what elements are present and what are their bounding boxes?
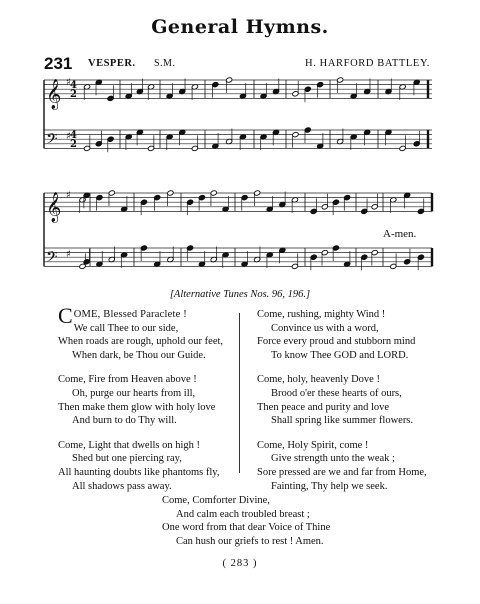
stanza <box>257 373 427 427</box>
verse-line: And calm each troubled breast ; <box>176 508 310 520</box>
sharp-icon: ♯ <box>66 131 71 142</box>
stanza <box>58 373 223 427</box>
stanza <box>257 308 427 362</box>
time-signature: 2 <box>70 139 77 150</box>
verses-right-column <box>257 308 427 504</box>
verse-line: Come, Comforter Divine, <box>162 495 270 506</box>
verse-line: When roads are rough, uphold our feet, <box>58 336 224 348</box>
verse-line: Come, Light that dwells on high ! <box>58 439 201 451</box>
verse-line: To know Thee GOD and LORD. <box>271 349 409 361</box>
meter: S.M. <box>154 58 176 69</box>
time-signature: 4 <box>70 130 77 141</box>
verse-line: One word from that dear Voice of Thine <box>162 522 331 534</box>
verse-line: Shall spring like summer flowers. <box>271 415 414 427</box>
verse-line: Come, holy, heavenly Dove ! <box>257 374 380 386</box>
time-signature: 2 <box>70 89 77 100</box>
bass-clef-icon: 𝄢 <box>46 130 58 152</box>
verse-line: Oh, purge our hearts from ill, <box>72 387 196 399</box>
verse-line: Then peace and purity and love <box>257 401 390 413</box>
verse-line: And burn to do Thy will. <box>72 415 177 427</box>
bass-clef-icon: 𝄢 <box>46 248 58 270</box>
page-heading: General Hymns. <box>151 16 329 38</box>
verse-line: We call Thee to our side, <box>73 322 179 334</box>
verse-line: All haunting doubts like phantoms fly, <box>58 466 220 478</box>
sharp-icon: ♯ <box>66 190 71 201</box>
verse-line: Sore pressed are we and far from Home, <box>257 466 427 478</box>
verse-line: Come, rushing, mighty Wind ! <box>257 309 386 320</box>
hymn-number: 231 <box>44 54 73 73</box>
verse-line: Then make them glow with holy love <box>58 401 216 413</box>
composer: H. HARFORD BATTLEY. <box>305 58 430 69</box>
verse-line: Brood o'er these hearts of ours, <box>271 387 402 399</box>
stanza <box>257 439 427 493</box>
verse-line: OME, Blessed Paraclete ! <box>73 309 187 320</box>
treble-clef-icon: 𝄞 <box>46 79 62 110</box>
amen-label: A-men. <box>383 228 417 240</box>
music-score <box>0 0 480 290</box>
final-stanza <box>162 494 330 548</box>
verse-line: Force every proud and stubborn mind <box>257 336 416 348</box>
verse-line: Fainting, Thy help we seek. <box>271 480 388 492</box>
stanza <box>58 439 223 493</box>
verse-line: Give strength unto the weak ; <box>271 453 395 465</box>
tune-name: VESPER. <box>88 58 136 69</box>
stanza <box>58 303 224 362</box>
verse-line: Convince us with a word, <box>271 322 379 334</box>
treble-clef-icon: 𝄞 <box>46 192 62 223</box>
drop-cap: C <box>58 303 73 328</box>
sharp-icon: ♯ <box>66 249 71 260</box>
verse-line: All shadows pass away. <box>72 480 172 492</box>
verse-line: Shed but one piercing ray, <box>72 453 182 465</box>
sharp-icon: ♯ <box>66 77 71 88</box>
verse-line: Can hush our griefs to rest ! Amen. <box>176 535 324 547</box>
verses-left-column <box>58 303 224 504</box>
verse-line: Come, Holy Spirit, come ! <box>257 439 369 451</box>
page-number: ( 283 ) <box>222 558 258 569</box>
verse-line: Come, Fire from Heaven above ! <box>58 374 197 386</box>
time-signature: 4 <box>70 80 77 91</box>
verse-line: When dark, be Thou our Guide. <box>72 349 206 361</box>
column-divider <box>239 313 240 473</box>
alternative-tunes-note: [Alternative Tunes Nos. 96, 196.] <box>169 289 311 300</box>
